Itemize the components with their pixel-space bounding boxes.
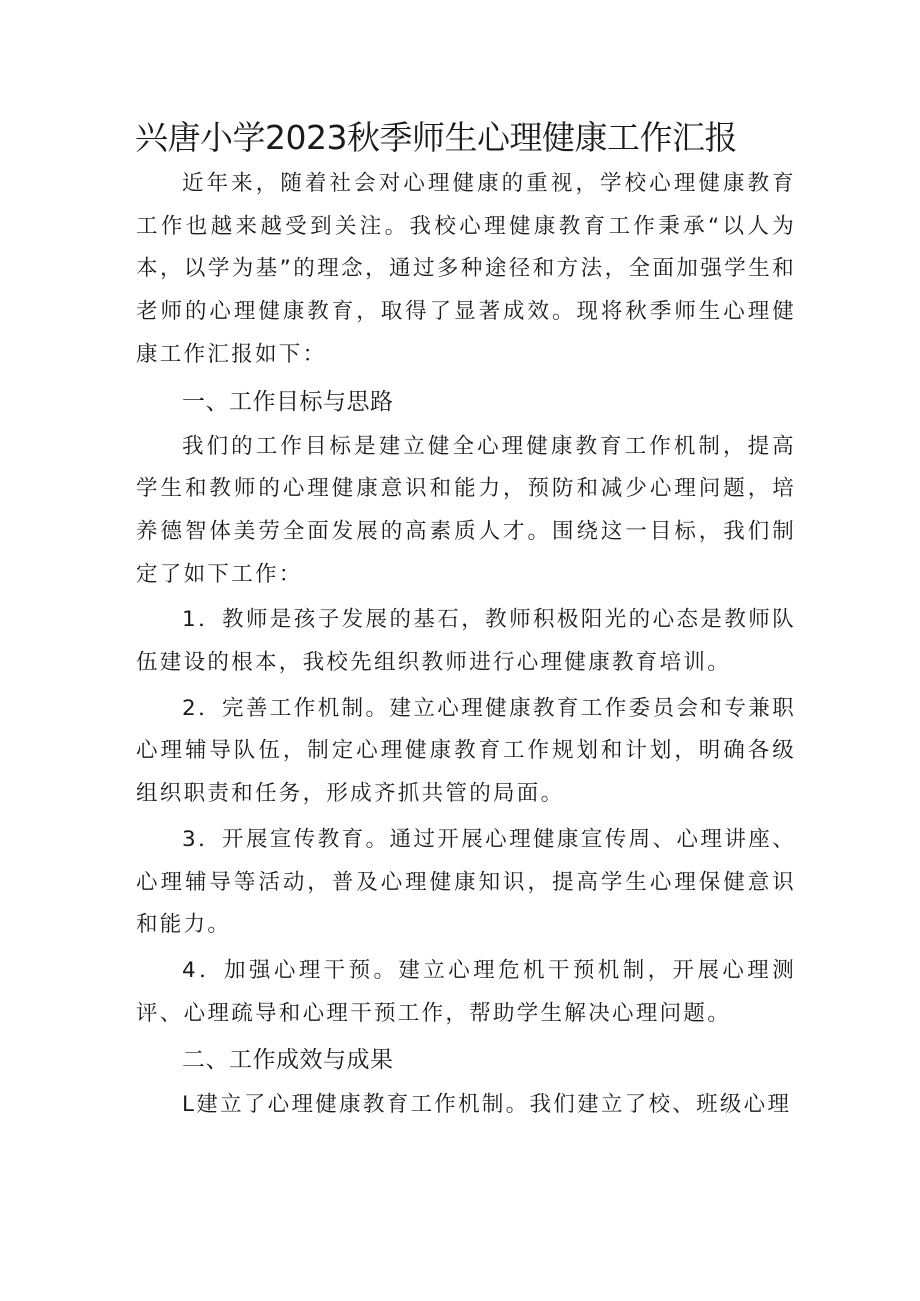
section-heading-goals: 一、工作目标与思路 (182, 388, 394, 415)
goal-item-1: 1．教师是孩子发展的基石，教师积极阳光的心态是教师队伍建设的根本，我校先组织教师进行心理健康教育培训。 (136, 607, 796, 676)
document-body (136, 163, 796, 1130)
goal-item-3: 3．开展宣传教育。通过开展心理健康宣传周、心理讲座、心理辅导等活动，普及心理健康知识，提高学生心理保健意识和能力。 (136, 826, 796, 938)
document-title: 兴唐小学2023秋季师生心理健康工作汇报 (135, 118, 737, 157)
goal-item-2: 2．完善工作机制。建立心理健康教育工作委员会和专兼职心理辅导队伍，制定心理健康教育工作规划和计划，明确各级组织职责和任务，形成齐抓共管的局面。 (136, 695, 796, 807)
results-paragraph: L建立了心理健康教育工作机制。我们建立了校、班级心理 (182, 1092, 792, 1118)
goal-item-4: 4．加强心理干预。建立心理危机干预机制，开展心理测评、心理疏导和心理干预工作，帮助学生解决心理问题。 (136, 957, 796, 1026)
goals-paragraph: 我们的工作目标是建立健全心理健康教育工作机制，提高学生和教师的心理健康意识和能力，预防和减少心理问题，培养德智体美劳全面发展的高素质人才。围绕这一目标，我们制定了如下工作： (136, 433, 796, 587)
section-heading-results: 二、工作成效与成果 (182, 1047, 394, 1074)
intro-paragraph: 近年来，随着社会对心理健康的重视，学校心理健康教育工作也越来越受到关注。我校心理健康教育工作秉承“以人为本，以学为基”的理念，通过多种途径和方法，全面加强学生和老师的心理健康教育，取得了显著成效。现将秋季师生心理健康工作汇报如下： (136, 171, 796, 367)
